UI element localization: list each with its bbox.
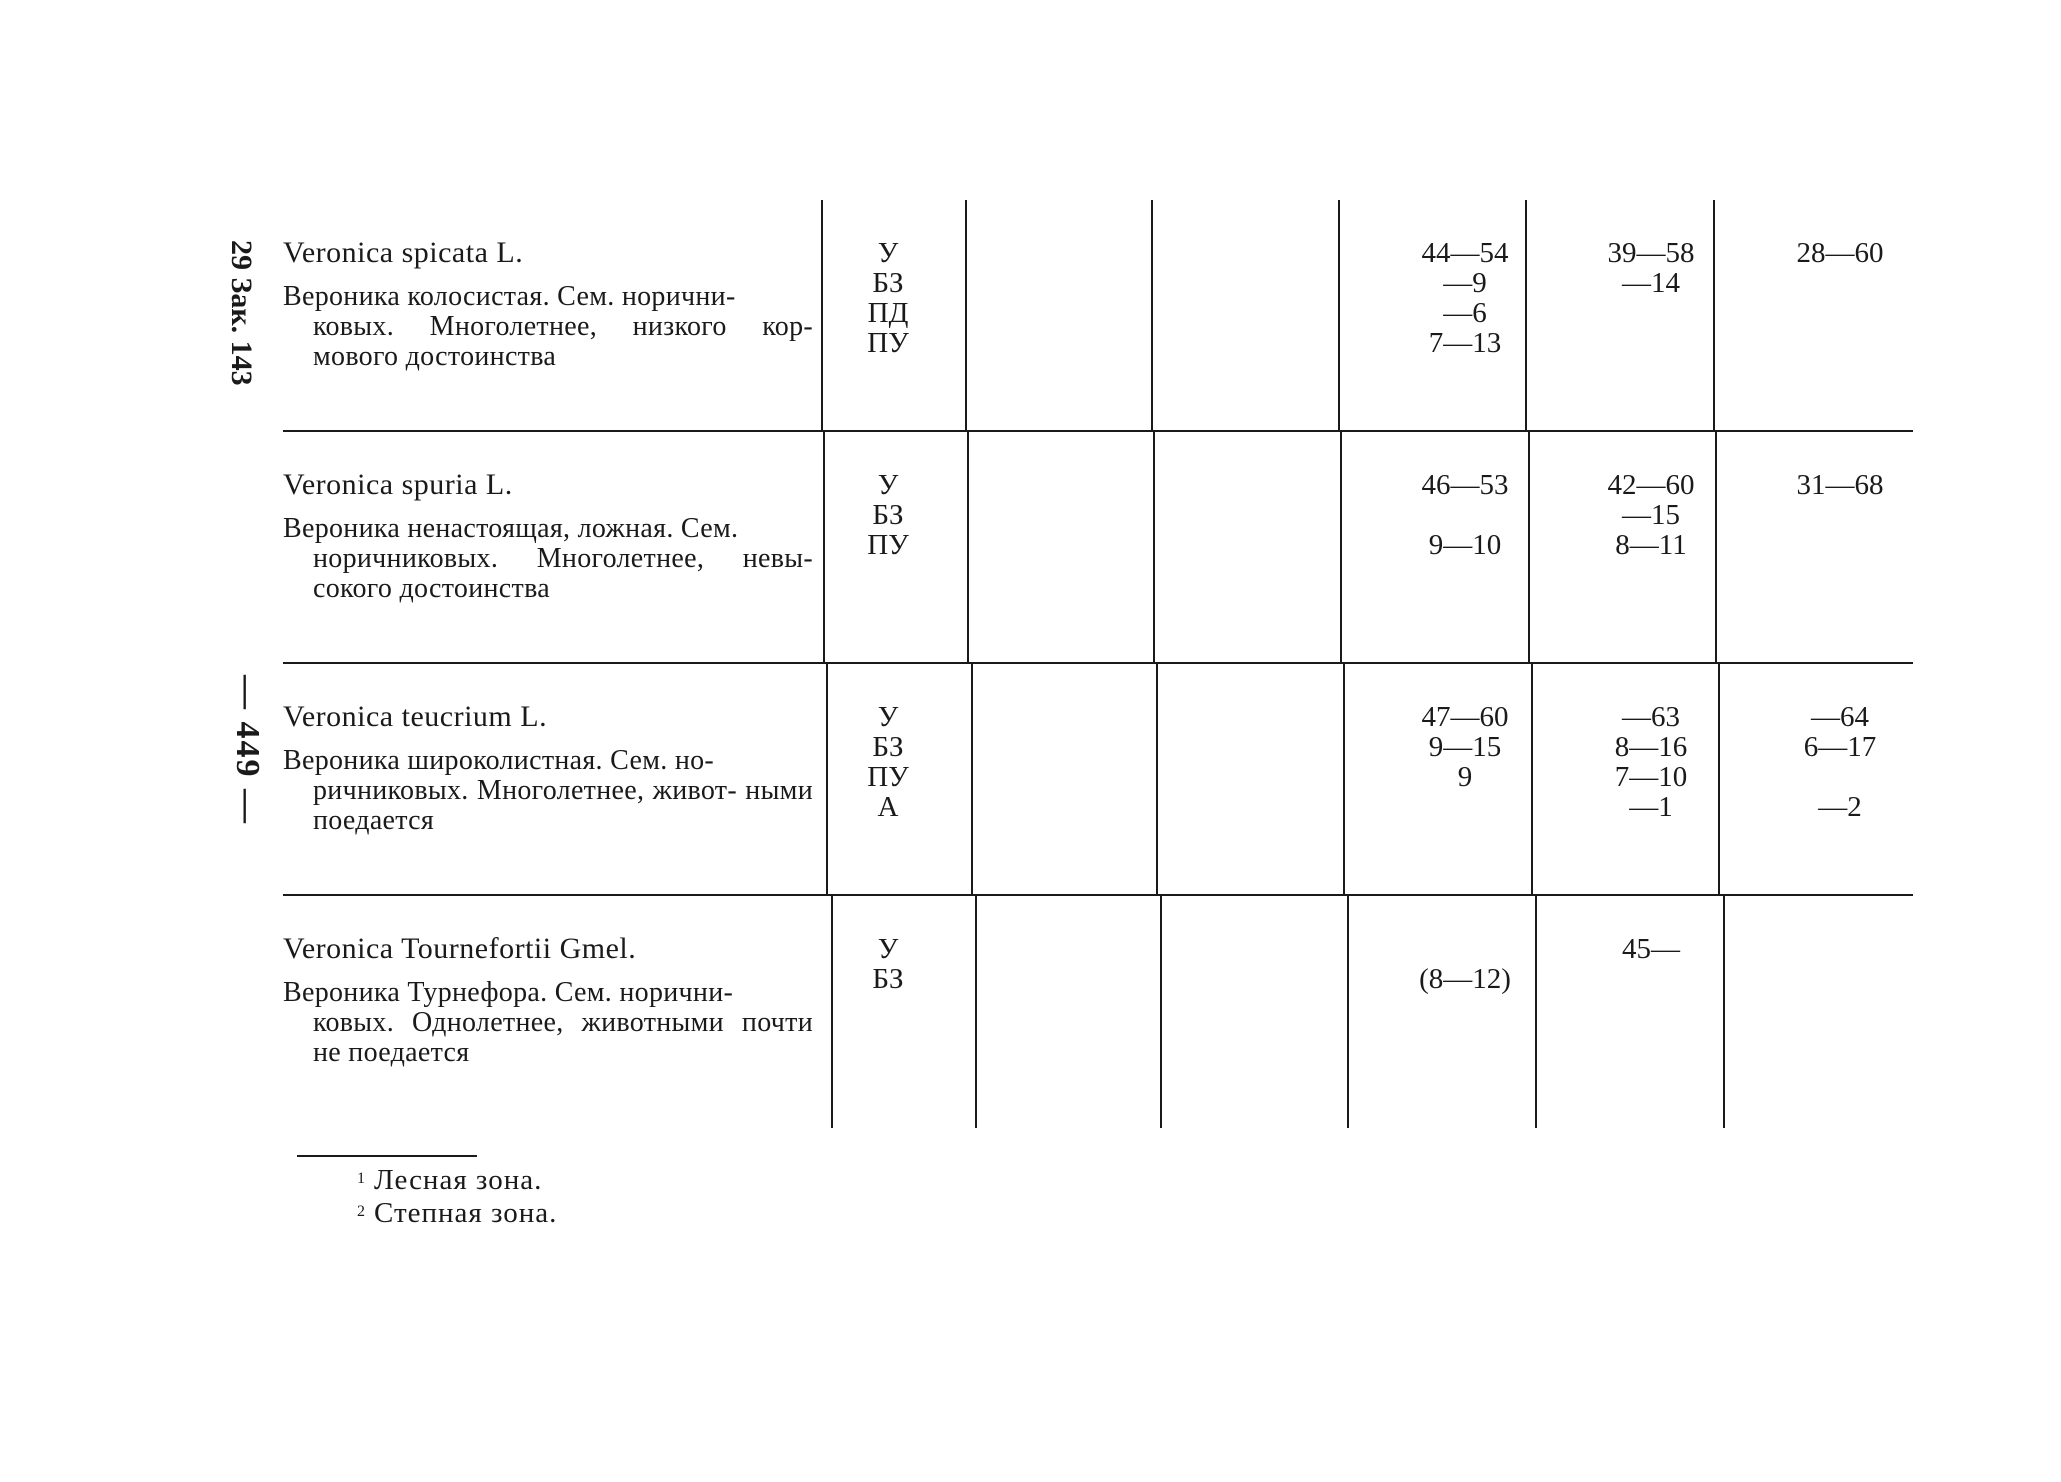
species-description: Вероника широколистная. Сем. но- ричниковых. Многолетнее, живот- ными поедается — [283, 745, 813, 836]
latin-name: Veronica spuria L. — [283, 468, 513, 501]
zone-codes: У БЗ ПУ А — [867, 701, 909, 823]
species-description: Вероника Турнефора. Сем. норични- ковых. Однолетнее, животными почти не поедается — [283, 977, 813, 1068]
value-col-c: 28—60 — [1796, 237, 1884, 269]
table-row — [283, 432, 1913, 664]
order-mark: 29 Зак. 143 — [225, 240, 258, 386]
zone-codes: У БЗ — [872, 933, 904, 995]
page-number: — 449 — — [229, 675, 266, 825]
value-col-a: 47—60 9—15 9 — [1421, 701, 1509, 793]
table-row — [283, 200, 1913, 432]
species-cell — [283, 470, 813, 604]
latin-name: Veronica Tournefortii Gmel. — [283, 932, 637, 965]
value-col-a: 44—54 —9 —6 7—13 — [1421, 237, 1509, 359]
value-col-b: 39—58 —14 — [1607, 237, 1695, 299]
species-description: Вероника ненастоящая, ложная. Сем. норичниковых. Многолетнее, невы- сокого достоинства — [283, 513, 813, 604]
table-row — [283, 664, 1913, 896]
zone-codes: У БЗ ПУ — [867, 469, 909, 561]
latin-name: Veronica spicata L. — [283, 236, 524, 269]
footnote: $^1$ Лесная зона. — [357, 1164, 543, 1196]
value-col-b: —63 8—16 7—10 —1 — [1614, 701, 1688, 823]
species-cell — [283, 238, 813, 372]
footnotes — [297, 1155, 557, 1229]
footnote-rule — [297, 1155, 477, 1157]
value-col-b: 45— — [1622, 933, 1680, 965]
footnote: $^2$ Степная зона. — [357, 1197, 558, 1229]
species-cell — [283, 934, 813, 1068]
latin-name: Veronica teucrium L. — [283, 700, 548, 733]
value-col-c: —64 6—17 —2 — [1803, 701, 1877, 823]
value-col-c: 31—68 — [1796, 469, 1884, 501]
table-row — [283, 896, 1913, 1128]
zone-codes: У БЗ ПД ПУ — [867, 237, 909, 359]
species-cell — [283, 702, 813, 836]
value-col-b: 42—60 —15 8—11 — [1607, 469, 1695, 561]
species-description: Вероника колосистая. Сем. норични- ковых. Многолетнее, низкого кор- мового достоинства — [283, 281, 813, 372]
species-table — [283, 200, 1913, 1128]
value-col-a: 46—53 9—10 — [1421, 469, 1509, 561]
value-col-a: (8—12) — [1419, 963, 1511, 995]
